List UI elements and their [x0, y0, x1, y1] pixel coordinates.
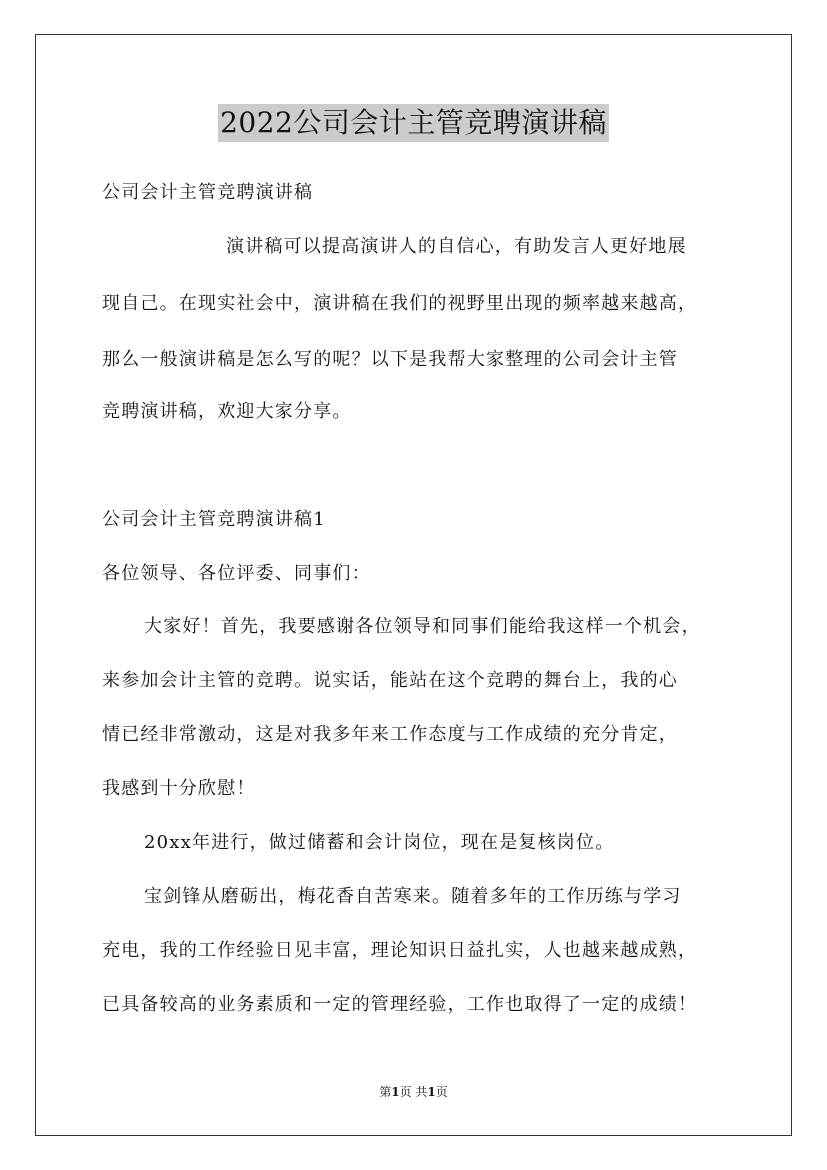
paragraph-line: 充电，我的工作经验日见丰富，理论知识日益扎实，人也越来越成熟，: [102, 940, 698, 961]
footer-page-total: 1: [427, 1085, 436, 1099]
paragraph-line: 我感到十分欣慰！: [102, 778, 256, 799]
paragraph-line: 演讲稿可以提高演讲人的自信心，有助发言人更好地展: [226, 236, 687, 257]
footer-page-mid: 页 共: [399, 1085, 428, 1099]
footer-page-current: 1: [391, 1085, 400, 1099]
paragraph-line: 现自己。在现实社会中，演讲稿在我们的视野里出现的频率越来越高，: [102, 293, 698, 314]
paragraph-line: 情已经非常激动，这是对我多年来工作态度与工作成绩的充分肯定，: [102, 724, 678, 745]
salutation-line: 各位领导、各位评委、同事们：: [102, 563, 371, 584]
paragraph-line: 那么一般演讲稿是怎么写的呢？以下是我帮大家整理的公司会计主管: [102, 349, 678, 370]
paragraph-line: 竞聘演讲稿，欢迎大家分享。: [102, 401, 352, 422]
paragraph-line: 20xx年进行，做过储蓄和会计岗位，现在是复核岗位。: [144, 832, 615, 853]
subtitle-line: 公司会计主管竞聘演讲稿: [102, 182, 314, 203]
paragraph-line: 已具备较高的业务素质和一定的管理经验，工作也取得了一定的成绩！: [102, 994, 698, 1015]
paragraph-line: 大家好！首先，我要感谢各位领导和同事们能给我这样一个机会，: [144, 616, 701, 637]
footer-page-prefix: 第: [379, 1085, 392, 1099]
document-title: 2022公司会计主管竞聘演讲稿: [218, 104, 609, 142]
page-footer: [0, 1084, 827, 1100]
paragraph-line: 来参加会计主管的竞聘。说实话，能站在这个竞聘的舞台上，我的心: [102, 670, 678, 691]
title-container: [0, 104, 827, 142]
footer-page-suffix: 页: [435, 1085, 448, 1099]
paragraph-line: 宝剑锋从磨砺出，梅花香自苦寒来。随着多年的工作历练与学习: [144, 886, 682, 907]
section-heading: 公司会计主管竞聘演讲稿1: [102, 509, 326, 530]
